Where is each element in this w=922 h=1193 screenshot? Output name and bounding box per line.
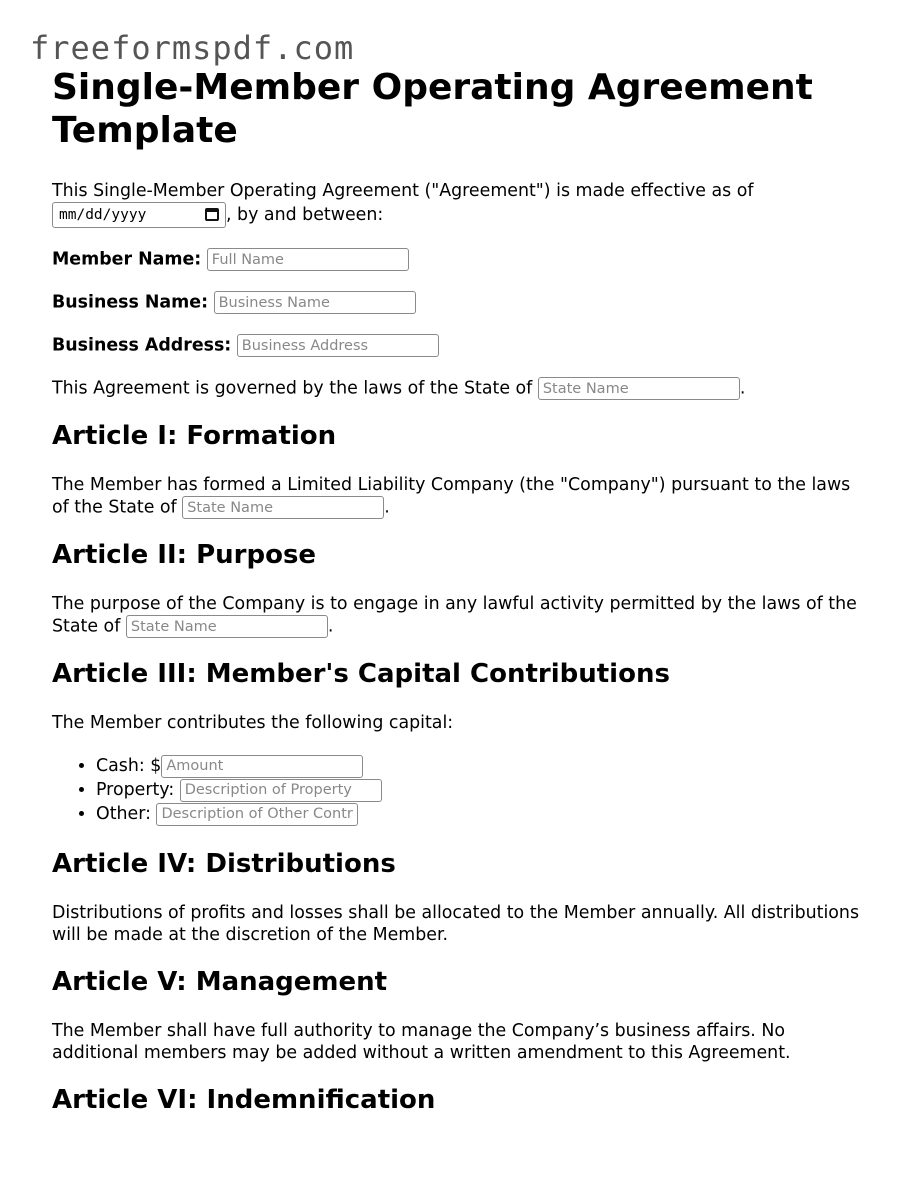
capital-contributions-list (52, 754, 872, 826)
business-address-row (52, 334, 872, 357)
business-address-input[interactable] (237, 334, 439, 357)
calendar-icon[interactable] (205, 208, 219, 221)
article-3-text: The Member contributes the following capital: (52, 713, 454, 733)
business-name-row (52, 291, 872, 314)
article-2-text: The purpose of the Company is to engage in any lawful activity permitted by the laws of the State of (52, 594, 857, 637)
cash-label: Cash: $ (96, 756, 162, 776)
article-5-heading: Article V: Management (52, 967, 388, 997)
article-4-heading: Article IV: Distributions (52, 849, 396, 879)
member-name-row (52, 248, 872, 271)
article-4-text: Distributions of profits and losses shall be allocated to the Member annually. All distributions will be made at the discretion of the Member. (52, 903, 860, 945)
list-item (96, 754, 872, 778)
business-name-label: Business Name: (52, 292, 209, 313)
site-watermark: freeformspdf.com (30, 29, 355, 67)
cash-amount-input[interactable] (161, 755, 363, 778)
intro-text-after: , by and between: (226, 205, 384, 225)
property-description-input[interactable] (180, 779, 382, 802)
member-name-label: Member Name: (52, 249, 202, 270)
article-1-text: The Member has formed a Limited Liability Company (the "Company") pursuant to the laws of the State of (52, 475, 851, 518)
article-6-heading: Article VI: Indemnification (52, 1085, 436, 1115)
formation-state-input[interactable] (182, 496, 384, 519)
article-1-heading: Article I: Formation (52, 421, 337, 451)
property-label: Property: (96, 780, 175, 800)
intro-paragraph (52, 180, 872, 228)
article-2-heading: Article II: Purpose (52, 540, 317, 570)
article-2-period: . (327, 616, 334, 637)
article-1-paragraph (52, 474, 872, 519)
governing-law-paragraph (52, 377, 872, 400)
intro-text: This Single-Member Operating Agreement ("Agreement") is made effective as of (52, 181, 754, 201)
date-placeholder: mm/dd/yyyy (59, 207, 147, 223)
article-3-heading: Article III: Member's Capital Contributions (52, 659, 670, 689)
governing-period: . (739, 378, 746, 399)
other-contribution-input[interactable] (156, 803, 358, 826)
page-title: Single-Member Operating Agreement Template (52, 67, 813, 151)
list-item (96, 802, 872, 826)
list-item (96, 778, 872, 802)
member-name-input[interactable] (207, 248, 409, 271)
business-name-input[interactable] (214, 291, 416, 314)
business-address-label: Business Address: (52, 335, 232, 356)
purpose-state-input[interactable] (126, 615, 328, 638)
agreement-document (52, 66, 872, 1138)
article-2-paragraph (52, 593, 872, 638)
article-5-text: The Member shall have full authority to manage the Company’s business affairs. No additional members may be added without a written amendment to this Agreement. (52, 1021, 791, 1063)
governing-state-input[interactable] (538, 377, 740, 400)
article-1-period: . (384, 497, 390, 518)
other-label: Other: (96, 804, 151, 824)
effective-date-input[interactable] (52, 202, 226, 228)
governing-law-text: This Agreement is governed by the laws of the State of (52, 378, 533, 399)
